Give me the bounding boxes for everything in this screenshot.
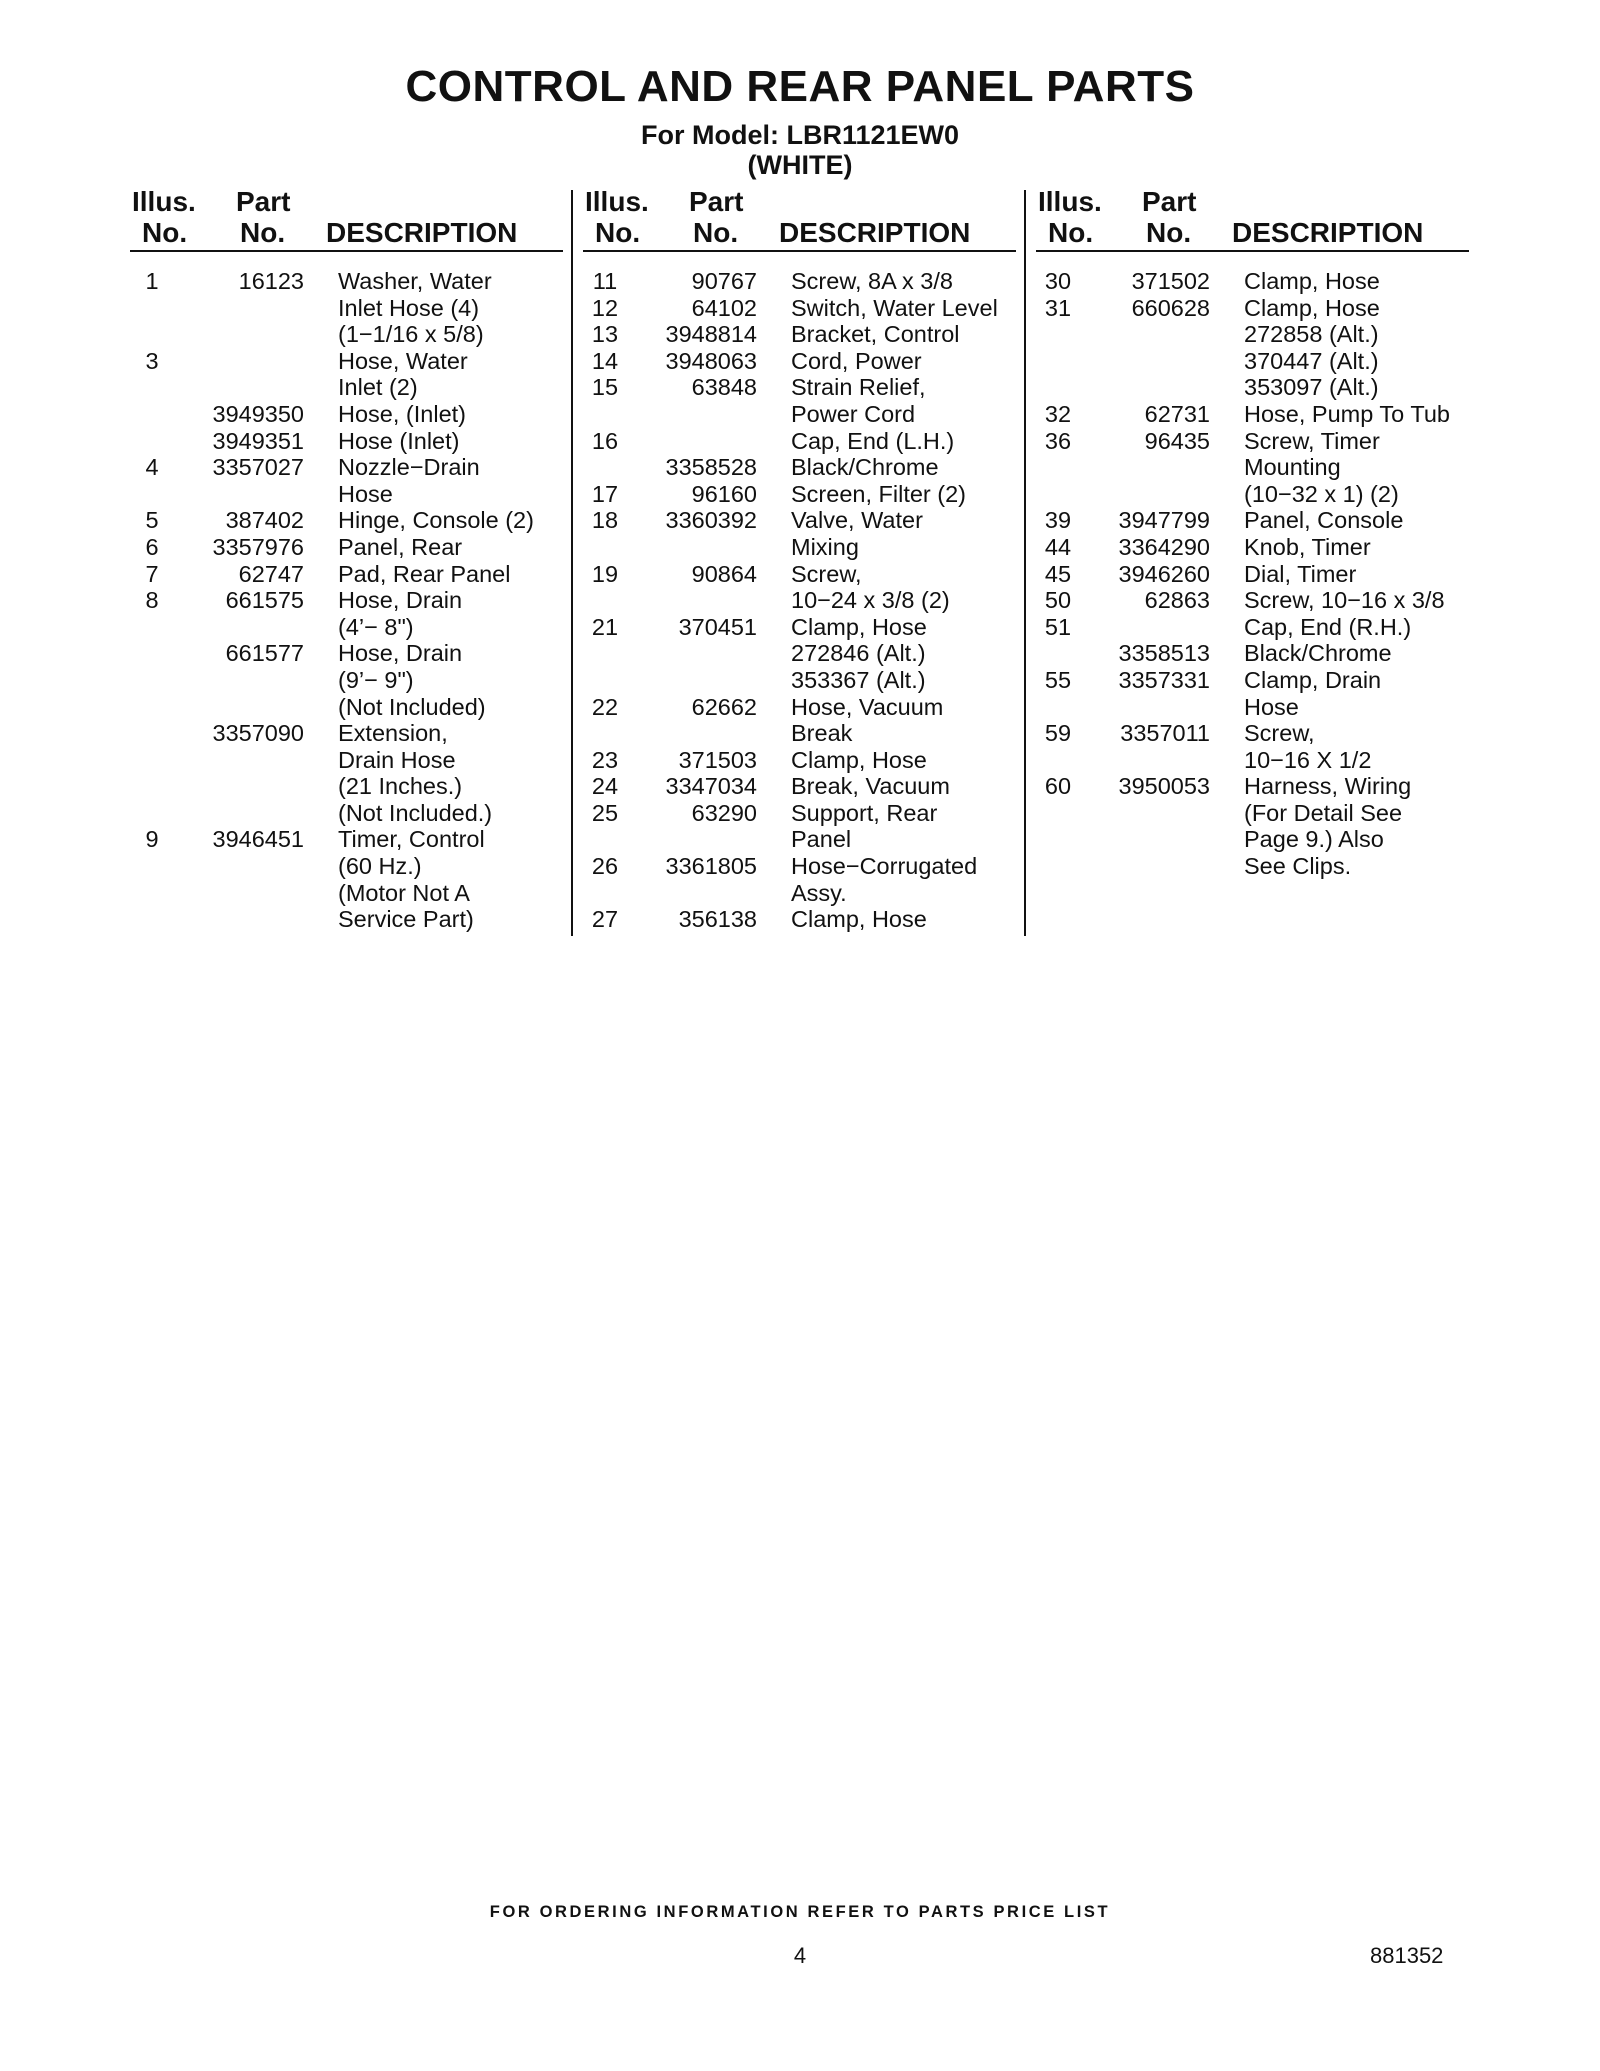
column-divider	[1024, 190, 1026, 936]
illus-number: 30	[1044, 268, 1072, 294]
illus-number: 39	[1044, 507, 1072, 534]
parts-row	[583, 561, 1016, 588]
part-description: Mounting	[1244, 454, 1341, 481]
parts-row	[130, 454, 563, 481]
part-number: 64102	[691, 294, 757, 321]
parts-column-2	[583, 184, 1016, 933]
column-divider	[571, 190, 573, 936]
parts-row	[1036, 507, 1469, 534]
page-number: 4	[793, 1943, 807, 1968]
parts-row	[583, 481, 1016, 508]
part-description: Screw,	[1244, 720, 1315, 747]
parts-row	[583, 534, 1016, 561]
parts-row	[583, 853, 1016, 880]
parts-row	[130, 853, 563, 880]
part-description: (9’− 9")	[338, 666, 414, 693]
illus-number: 13	[591, 321, 619, 348]
part-description: Black/Chrome	[791, 454, 939, 481]
part-description: Bracket, Control	[791, 321, 960, 348]
parts-row	[583, 667, 1016, 694]
illus-number: 4	[145, 454, 159, 481]
document-number: 881352	[1370, 1943, 1444, 1968]
parts-row	[583, 800, 1016, 827]
part-description: Inlet (2)	[338, 374, 418, 401]
part-description: (60 Hz.)	[338, 853, 422, 880]
illus-number: 14	[591, 347, 619, 374]
parts-row	[583, 614, 1016, 641]
illus-number: 17	[591, 480, 619, 507]
part-description: Cord, Power	[791, 347, 922, 374]
illus-number: 32	[1044, 400, 1072, 427]
parts-row	[130, 667, 563, 694]
part-description: Clamp, Hose	[791, 906, 927, 933]
illus-header-line2: No.	[595, 217, 641, 248]
illus-number: 16	[591, 427, 619, 454]
illus-number: 31	[1044, 294, 1072, 321]
part-description: Inlet Hose (4)	[338, 294, 480, 321]
parts-row	[583, 747, 1016, 774]
part-number: 371502	[1131, 268, 1210, 294]
parts-row	[1036, 800, 1469, 827]
part-description: Timer, Control	[338, 826, 485, 853]
parts-row	[130, 587, 563, 614]
part-number: 3360392	[665, 507, 757, 534]
illus-number: 59	[1044, 720, 1072, 747]
part-description: Service Part)	[338, 906, 474, 933]
part-description: (For Detail See	[1244, 799, 1403, 826]
part-number: 3357976	[212, 533, 304, 560]
illus-number: 12	[591, 294, 619, 321]
description-header: DESCRIPTION	[326, 217, 518, 248]
parts-row	[1036, 694, 1469, 721]
parts-row	[130, 507, 563, 534]
part-number: 356138	[678, 906, 757, 933]
parts-row	[583, 640, 1016, 667]
part-description: Screw,	[791, 560, 862, 587]
page-title: CONTROL AND REAR PANEL PARTS	[405, 62, 1195, 111]
part-description: Mixing	[791, 533, 859, 560]
illus-number: 19	[591, 560, 619, 587]
parts-row	[130, 773, 563, 800]
parts-row	[1036, 321, 1469, 348]
part-number: 3347034	[665, 773, 757, 800]
part-number: 3949351	[212, 427, 304, 454]
part-description: Harness, Wiring	[1244, 773, 1412, 800]
part-number: 3364290	[1118, 533, 1210, 560]
part-description: Extension,	[338, 720, 448, 747]
parts-row	[130, 906, 563, 933]
illus-number: 18	[591, 507, 619, 534]
parts-row	[583, 321, 1016, 348]
part-description: Clamp, Hose	[1244, 268, 1380, 294]
part-number: 371503	[678, 746, 757, 773]
part-number: 3950053	[1118, 773, 1210, 800]
part-number: 16123	[238, 268, 304, 294]
parts-row	[583, 880, 1016, 907]
parts-row	[130, 534, 563, 561]
parts-row	[1036, 401, 1469, 428]
illus-header-line1: Illus.	[585, 186, 649, 217]
part-number: 387402	[225, 507, 304, 534]
parts-row	[583, 374, 1016, 401]
illus-number: 45	[1044, 560, 1072, 587]
part-description: Strain Relief,	[791, 374, 926, 401]
parts-row	[130, 401, 563, 428]
description-header: DESCRIPTION	[779, 217, 971, 248]
part-description: Knob, Timer	[1244, 533, 1371, 560]
part-description: Nozzle−Drain	[338, 454, 480, 481]
column-header	[130, 184, 563, 252]
parts-row	[1036, 614, 1469, 641]
column-header	[583, 184, 1016, 252]
model-line: For Model: LBR1121EW0	[640, 120, 960, 150]
part-description: (10−32 x 1) (2)	[1244, 480, 1399, 507]
parts-row	[130, 826, 563, 853]
description-header: DESCRIPTION	[1232, 217, 1424, 248]
part-description: Clamp, Hose	[1244, 294, 1380, 321]
parts-row	[130, 561, 563, 588]
illus-number: 21	[591, 613, 619, 640]
part-number: 3357011	[1120, 720, 1210, 747]
parts-row	[1036, 534, 1469, 561]
part-description: Cap, End (L.H.)	[791, 427, 955, 454]
part-number: 661577	[225, 640, 304, 667]
part-description: Valve, Water	[791, 507, 923, 534]
part-description: 353097 (Alt.)	[1244, 374, 1379, 401]
part-number: 3947799	[1118, 507, 1210, 534]
parts-row	[583, 428, 1016, 455]
part-description: 272846 (Alt.)	[791, 640, 926, 667]
part-description: 272858 (Alt.)	[1244, 321, 1379, 348]
part-description: 353367 (Alt.)	[791, 666, 926, 693]
parts-row	[130, 321, 563, 348]
part-number: 3948814	[665, 321, 757, 348]
part-description: See Clips.	[1244, 853, 1352, 880]
part-description: (Not Included.)	[338, 799, 493, 826]
part-number: 62747	[238, 560, 304, 587]
parts-row	[583, 906, 1016, 933]
part-description: 10−16 X 1/2	[1244, 746, 1372, 773]
part-description: Black/Chrome	[1244, 640, 1392, 667]
part-description: 10−24 x 3/8 (2)	[791, 587, 950, 614]
illus-number: 51	[1044, 613, 1072, 640]
part-description: Break	[791, 720, 853, 747]
parts-row	[130, 295, 563, 322]
part-number: 63290	[691, 799, 757, 826]
parts-rows	[1036, 268, 1469, 880]
part-description: (1−1/16 x 5/8)	[338, 321, 484, 348]
parts-row	[1036, 853, 1469, 880]
part-header-line2: No.	[1146, 217, 1192, 248]
part-description: Hose, (Inlet)	[338, 400, 466, 427]
illus-header-line2: No.	[1048, 217, 1094, 248]
parts-row	[583, 826, 1016, 853]
part-description: (21 Inches.)	[338, 773, 463, 800]
part-description: (4’− 8")	[338, 613, 414, 640]
parts-row	[1036, 454, 1469, 481]
parts-row	[583, 348, 1016, 375]
parts-row	[130, 880, 563, 907]
part-description: Hose	[1244, 693, 1299, 720]
part-header-line1: Part	[689, 186, 744, 217]
illus-number: 8	[145, 587, 159, 614]
parts-column-1	[130, 184, 563, 933]
part-header-line1: Part	[1142, 186, 1197, 217]
part-number: 3357331	[1118, 666, 1210, 693]
parts-row	[130, 374, 563, 401]
part-description: Hose (Inlet)	[338, 427, 460, 454]
part-description: Break, Vacuum	[791, 773, 950, 800]
part-description: Hose−Corrugated	[791, 853, 978, 880]
part-number: 3948063	[665, 347, 757, 374]
part-number: 660628	[1131, 294, 1210, 321]
parts-row	[1036, 587, 1469, 614]
part-description: Pad, Rear Panel	[338, 560, 511, 587]
illus-number: 50	[1044, 587, 1072, 614]
column-header	[1036, 184, 1469, 252]
parts-rows	[130, 268, 563, 933]
part-number: 62863	[1144, 587, 1210, 614]
illus-number: 55	[1044, 666, 1072, 693]
part-number: 3358513	[1118, 640, 1210, 667]
part-number: 3357090	[212, 720, 304, 747]
parts-row	[583, 454, 1016, 481]
parts-row	[1036, 720, 1469, 747]
illus-number: 6	[145, 533, 159, 560]
part-description: Hose, Pump To Tub	[1244, 400, 1450, 427]
parts-row	[583, 507, 1016, 534]
parts-row	[130, 481, 563, 508]
parts-row	[1036, 667, 1469, 694]
part-number: 96160	[691, 480, 757, 507]
illus-number: 7	[145, 560, 159, 587]
parts-rows	[583, 268, 1016, 933]
illus-number: 1	[145, 268, 159, 294]
part-description: Dial, Timer	[1244, 560, 1357, 587]
parts-row	[1036, 561, 1469, 588]
part-number: 3358528	[665, 454, 757, 481]
part-description: Screw, Timer	[1244, 427, 1380, 454]
illus-header-line2: No.	[142, 217, 188, 248]
illus-number: 44	[1044, 533, 1072, 560]
part-description: Power Cord	[791, 400, 916, 427]
part-description: Hose, Water	[338, 347, 468, 374]
illus-number: 27	[591, 906, 619, 933]
parts-row	[1036, 374, 1469, 401]
parts-row	[130, 428, 563, 455]
part-description: Hose, Drain	[338, 587, 463, 614]
parts-row	[130, 268, 563, 295]
part-description: Clamp, Drain	[1244, 666, 1382, 693]
part-description: Panel	[791, 826, 852, 853]
illus-number: 3	[145, 347, 159, 374]
part-description: Clamp, Hose	[791, 746, 927, 773]
part-description: Clamp, Hose	[791, 613, 927, 640]
parts-row	[1036, 428, 1469, 455]
part-description: Hose, Drain	[338, 640, 463, 667]
part-description: (Not Included)	[338, 693, 486, 720]
parts-column-3	[1036, 184, 1469, 880]
part-number: 3946451	[212, 826, 304, 853]
part-number: 370451	[678, 613, 757, 640]
part-number: 63848	[691, 374, 757, 401]
illus-header-line1: Illus.	[132, 186, 196, 217]
model-subtitle	[0, 120, 1600, 180]
parts-row	[583, 295, 1016, 322]
part-description: (Motor Not A	[338, 879, 470, 906]
illus-header-line1: Illus.	[1038, 186, 1102, 217]
parts-row	[1036, 481, 1469, 508]
parts-row	[130, 800, 563, 827]
part-description: Hose	[338, 480, 393, 507]
parts-row	[583, 773, 1016, 800]
part-description: Support, Rear	[791, 799, 938, 826]
parts-row	[1036, 295, 1469, 322]
parts-row	[1036, 640, 1469, 667]
part-description: Washer, Water	[338, 268, 492, 294]
parts-row	[130, 614, 563, 641]
illus-number: 60	[1044, 773, 1072, 800]
ordering-note: FOR ORDERING INFORMATION REFER TO PARTS PRICE LIST	[489, 1903, 1111, 1921]
parts-row	[130, 694, 563, 721]
parts-row	[130, 640, 563, 667]
part-description: Screen, Filter (2)	[791, 480, 966, 507]
parts-row	[583, 694, 1016, 721]
part-number: 90767	[691, 268, 757, 294]
illus-number: 25	[591, 799, 619, 826]
parts-row	[130, 747, 563, 774]
illus-number: 36	[1044, 427, 1072, 454]
part-description: Screw, 10−16 x 3/8	[1244, 587, 1445, 614]
parts-row	[1036, 348, 1469, 375]
part-number: 661575	[225, 587, 304, 614]
part-description: Cap, End (R.H.)	[1244, 613, 1412, 640]
part-description: Hinge, Console (2)	[338, 507, 534, 534]
illus-number: 22	[591, 693, 619, 720]
illus-number: 15	[591, 374, 619, 401]
part-description: Page 9.) Also	[1244, 826, 1384, 853]
part-header-line2: No.	[693, 217, 739, 248]
part-number: 3949350	[212, 400, 304, 427]
part-number: 3361805	[665, 853, 757, 880]
part-description: Assy.	[791, 879, 847, 906]
illus-number: 26	[591, 853, 619, 880]
part-number: 62662	[691, 693, 757, 720]
part-description: 370447 (Alt.)	[1244, 347, 1379, 374]
illus-number: 11	[592, 268, 618, 294]
parts-row	[130, 720, 563, 747]
illus-number: 24	[591, 773, 619, 800]
parts-row	[130, 348, 563, 375]
part-header-line1: Part	[236, 186, 291, 217]
part-description: Panel, Rear	[338, 533, 463, 560]
parts-row	[583, 720, 1016, 747]
parts-row	[1036, 826, 1469, 853]
illus-number: 9	[145, 826, 159, 853]
part-description: Panel, Console	[1244, 507, 1404, 534]
part-number: 90864	[691, 560, 757, 587]
color-line: (WHITE)	[747, 150, 853, 180]
part-description: Hose, Vacuum	[791, 693, 944, 720]
part-number: 3357027	[212, 454, 304, 481]
illus-number: 23	[591, 746, 619, 773]
parts-row	[583, 587, 1016, 614]
part-description: Switch, Water Level	[791, 294, 998, 321]
parts-row	[1036, 773, 1469, 800]
illus-number: 5	[145, 507, 159, 534]
parts-row	[583, 401, 1016, 428]
part-number: 96435	[1144, 427, 1210, 454]
part-description: Screw, 8A x 3/8	[791, 268, 953, 294]
part-number: 3946260	[1118, 560, 1210, 587]
parts-row	[1036, 268, 1469, 295]
parts-row	[583, 268, 1016, 295]
part-header-line2: No.	[240, 217, 286, 248]
part-description: Drain Hose	[338, 746, 456, 773]
part-number: 62731	[1144, 400, 1210, 427]
parts-row	[1036, 747, 1469, 774]
